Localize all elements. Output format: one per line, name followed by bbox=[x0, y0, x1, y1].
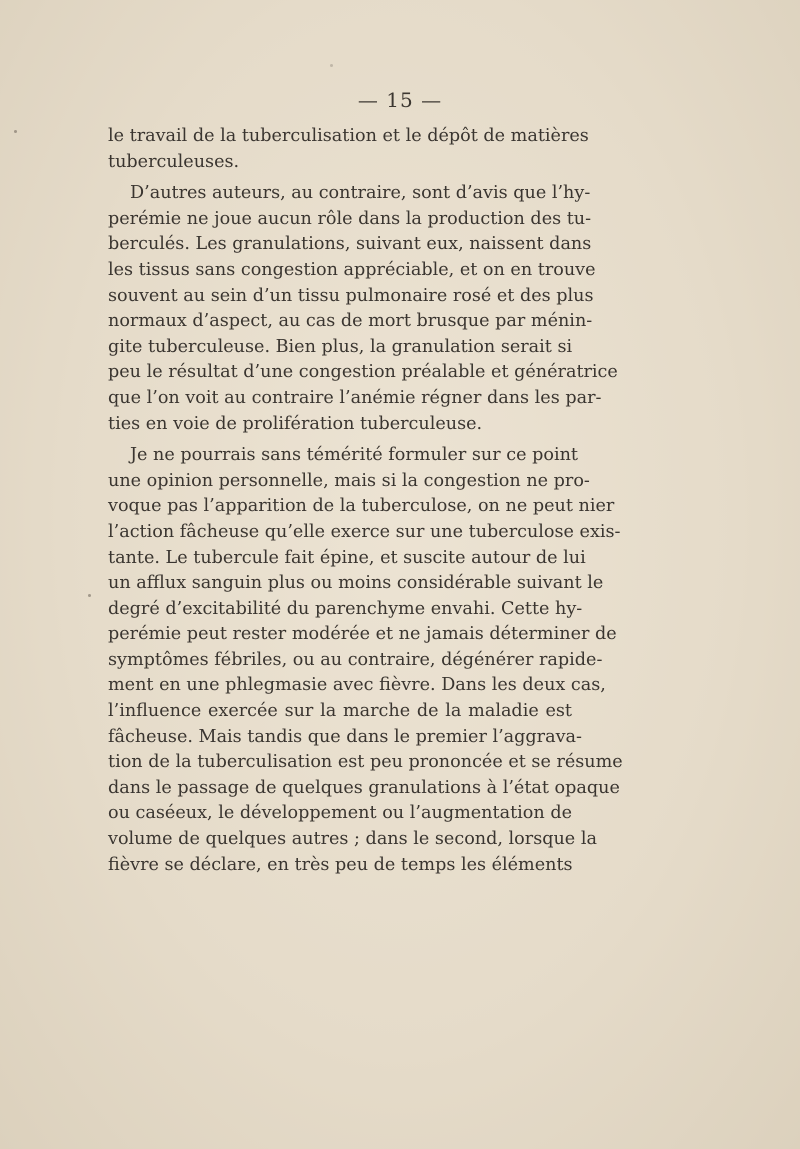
text-line: volume de quelques autres ; dans le second, lorsque la bbox=[108, 829, 597, 850]
text-line: Je ne pourrais sans témérité formuler sur ce point bbox=[130, 445, 578, 466]
text-line: ou caséeux, le développement ou l’augmentation de bbox=[108, 803, 572, 824]
text-line: peu le résultat d’une congestion préalable et génératrice bbox=[108, 362, 618, 383]
paragraph bbox=[108, 181, 618, 437]
text-line: une opinion personnelle, mais si la congestion ne pro- bbox=[108, 470, 590, 491]
text-line: ment en une phlegmasie avec fièvre. Dans les deux cas, bbox=[108, 675, 606, 696]
text-line: degré d’excitabilité du parenchyme envahi. Cette hy- bbox=[108, 598, 583, 619]
text-line: berculés. Les granulations, suivant eux, naissent dans bbox=[108, 234, 592, 255]
text-line: gite tuberculeuse. Bien plus, la granulation serait si bbox=[108, 336, 573, 357]
text-line: voque pas l’apparition de la tuberculose, on ne peut nier bbox=[108, 496, 615, 517]
paper-speck bbox=[14, 130, 17, 133]
text-line: dans le passage de quelques granulations à l’état opaque bbox=[108, 777, 620, 798]
text-line: l’action fâcheuse qu’elle exerce sur une tuberculose exis- bbox=[108, 521, 621, 542]
text-line: fâcheuse. Mais tandis que dans le premier l’aggrava- bbox=[108, 726, 582, 747]
paper-speck bbox=[88, 594, 91, 597]
text-line: les tissus sans congestion appréciable, et on en trouve bbox=[108, 259, 596, 280]
paragraph bbox=[108, 443, 623, 878]
text-line: perémie ne joue aucun rôle dans la production des tu- bbox=[108, 208, 592, 229]
text-line: l’influence exercée sur la marche de la maladie est bbox=[108, 701, 572, 722]
text-line: tion de la tuberculisation est peu prononcée et se résume bbox=[108, 752, 623, 773]
text-line: souvent au sein d’un tissu pulmonaire rosé et des plus bbox=[108, 285, 594, 306]
page-number: — 15 — bbox=[357, 88, 443, 112]
body-text bbox=[108, 124, 623, 878]
paragraph bbox=[108, 124, 589, 175]
text-line: normaux d’aspect, au cas de mort brusque par ménin- bbox=[108, 311, 593, 332]
text-line: un afflux sanguin plus ou moins considérable suivant le bbox=[108, 573, 604, 594]
text-line: tante. Le tubercule fait épine, et suscite autour de lui bbox=[108, 547, 586, 568]
text-line: D’autres auteurs, au contraire, sont d’avis que l’hy- bbox=[130, 183, 591, 204]
text-line: ties en voie de prolifération tuberculeuse. bbox=[108, 413, 483, 434]
text-line: symptômes fébriles, ou au contraire, dégénérer rapide- bbox=[108, 649, 603, 670]
text-line: tuberculeuses. bbox=[108, 151, 240, 172]
text-line: que l’on voit au contraire l’anémie régner dans les par- bbox=[108, 387, 602, 408]
paper-speck bbox=[330, 64, 333, 67]
text-line: fièvre se déclare, en très peu de temps les éléments bbox=[108, 854, 573, 875]
text-line: perémie peut rester modérée et ne jamais déterminer de bbox=[108, 624, 617, 645]
text-line: le travail de la tuberculisation et le dépôt de matières bbox=[108, 126, 589, 146]
